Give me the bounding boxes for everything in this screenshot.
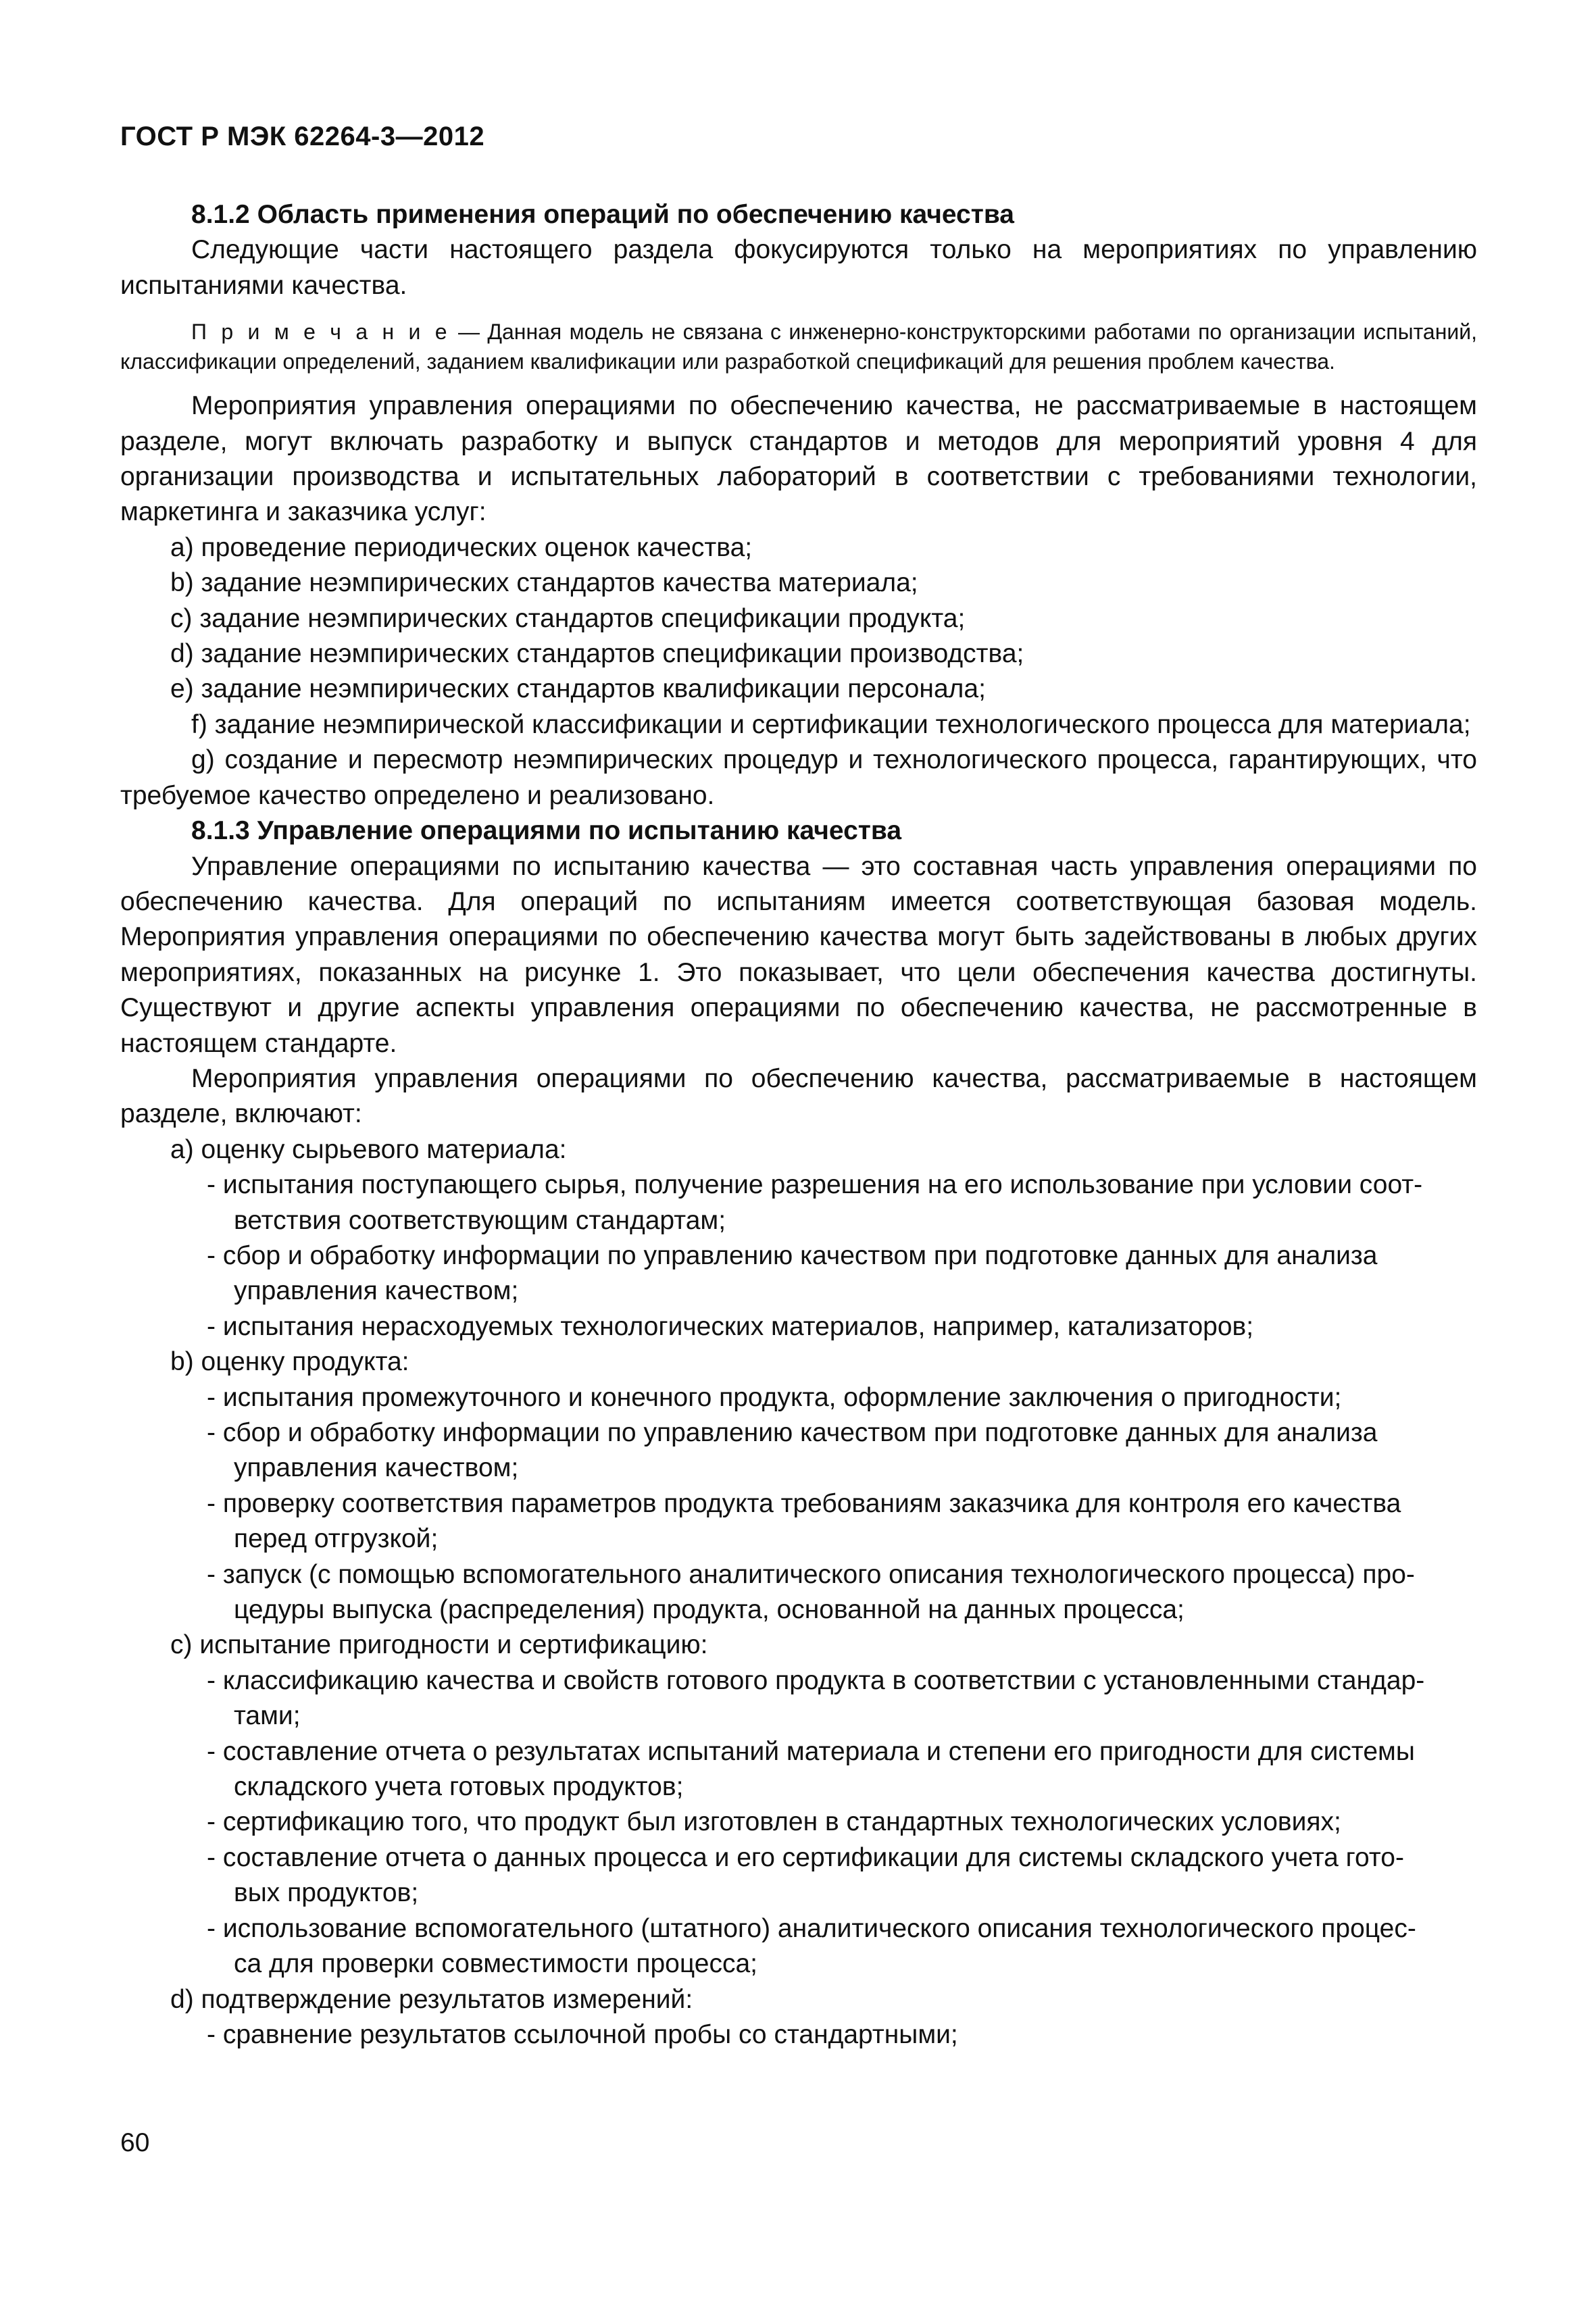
list-item: f) задание неэмпирической классификации и сертификации технологического процесса для материала; bbox=[191, 709, 1471, 739]
dash-item: - сбор и обработку информации по управлению качеством при подготовке данных для анализа управления качеством; bbox=[207, 1240, 1378, 1306]
page-number: 60 bbox=[120, 2128, 150, 2157]
list-item: g) создание и пересмотр неэмпирических процедур и технологического процесса, гарантирующих, что требуемое качество определено и реализовано. bbox=[120, 745, 1477, 810]
dash-item: - запуск (с помощью вспомогательного аналитического описания технологического процесса) про- цедуры выпуска (распределения) продукта, основанной на данных процесса; bbox=[207, 1559, 1415, 1625]
paragraph: Следующие части настоящего раздела фокусируются только на мероприятиях по управлению испытаниями качества. bbox=[120, 235, 1477, 300]
dash-item: - сертификацию того, что продукт был изготовлен в стандартных технологических условиях; bbox=[207, 1807, 1341, 1837]
note-label: П р и м е ч а н и е bbox=[191, 320, 451, 345]
section-heading-8-1-3: 8.1.3 Управление операциями по испытанию качества bbox=[191, 816, 902, 846]
list-item: d) задание неэмпирических стандартов спецификации производства; bbox=[170, 639, 1024, 669]
dash-item: - классификацию качества и свойств готового продукта в соответствии с установленными стандар- тами; bbox=[207, 1665, 1425, 1731]
dash-item: - составление отчета о данных процесса и его сертификации для системы складского учета гото- вых продуктов; bbox=[207, 1842, 1404, 1908]
dash-item: - сравнение результатов ссылочной пробы со стандартными; bbox=[207, 2019, 958, 2049]
list-item: b) задание неэмпирических стандартов качества материала; bbox=[170, 568, 918, 598]
dash-item: - составление отчета о результатах испытаний материала и степени его пригодности для системы складского учета готовых продуктов; bbox=[207, 1736, 1415, 1802]
list-item: c) задание неэмпирических стандартов спецификации продукта; bbox=[170, 603, 966, 633]
note-text: — Данная модель не связана с инженерно-конструкторскими работами по организации испытаний, классификации определений, заданием квалификации или разработкой спецификаций для решения проблем качества. bbox=[120, 320, 1478, 374]
dash-item: - испытания промежуточного и конечного продукта, оформление заключения о пригодности; bbox=[207, 1382, 1342, 1412]
section-heading-8-1-2: 8.1.2 Область применения операций по обеспечению качества bbox=[191, 200, 1014, 229]
dash-item: - проверку соответствия параметров продукта требованиям заказчика для контроля его качества перед отгрузкой; bbox=[207, 1488, 1401, 1554]
list-item: c) испытание пригодности и сертификацию: bbox=[170, 1630, 708, 1660]
list-item: d) подтверждение результатов измерений: bbox=[170, 1984, 693, 2014]
list-item: a) проведение периодических оценок качества; bbox=[170, 532, 753, 562]
dash-item: - использование вспомогательного (штатного) аналитического описания технологического процес- са для проверки совместимости процесса; bbox=[207, 1913, 1416, 1979]
document-header: ГОСТ Р МЭК 62264-3—2012 bbox=[120, 122, 485, 151]
paragraph: Мероприятия управления операциями по обеспечению качества, не рассматриваемые в настоящем разделе, могут включать разработку и выпуск стандартов и методов для мероприятий уровня 4 для организации производства и испытательных лабораторий в соответствии с требованиями технологии, маркетинга и заказчика услуг: bbox=[120, 391, 1477, 527]
paragraph: Мероприятия управления операциями по обеспечению качества, рассматриваемые в настоящем разделе, включают: bbox=[120, 1063, 1477, 1129]
list-item: e) задание неэмпирических стандартов квалификации персонала; bbox=[170, 674, 986, 704]
list-item: b) оценку продукта: bbox=[170, 1347, 409, 1377]
note bbox=[120, 317, 1477, 376]
dash-item: - испытания поступающего сырья, получение разрешения на его использование при условии соот- ветствия соответствующим стандартам; bbox=[207, 1170, 1423, 1235]
document-body bbox=[120, 197, 1477, 2053]
dash-item: - сбор и обработку информации по управлению качеством при подготовке данных для анализа управления качеством; bbox=[207, 1418, 1378, 1483]
paragraph: Управление операциями по испытанию качества — это составная часть управления операциями по обеспечению качества. Для операций по испытаниям имеется соответствующая базовая модель. Мероприятия управления операциями по обеспечению качества могут быть задействованы в любых других мероприятиях, показанных на рисунке 1. Это показывает, что цели обеспечения качества достигнуты. Существуют и другие аспекты управления операциями по обеспечению качества, не рассмотренные в настоящем стандарте. bbox=[120, 851, 1477, 1058]
dash-item: - испытания нерасходуемых технологических материалов, например, катализаторов; bbox=[207, 1311, 1254, 1341]
list-item: a) оценку сырьевого материала: bbox=[170, 1134, 567, 1164]
